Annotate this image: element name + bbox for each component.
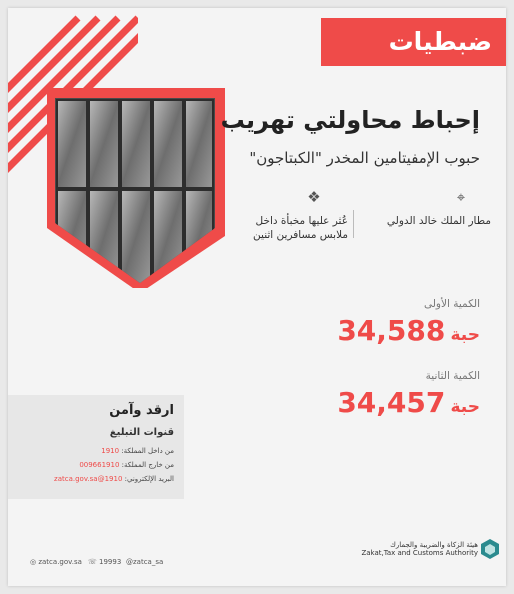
report-title: ارقد وآمن	[109, 403, 174, 418]
report-line-2-value[interactable]: 009661910	[79, 461, 120, 469]
footer-website-text: zatca.gov.sa	[38, 558, 82, 566]
quantity-1	[337, 314, 480, 347]
hidden-line-2: ملابس مسافرين اثنين	[253, 229, 348, 241]
report-line-3-label: البريد الإلكتروني:	[124, 475, 174, 483]
report-line-3-value[interactable]: 1910@zatca.gov.sa	[54, 475, 123, 483]
quantity-2-value: 34,457	[337, 386, 446, 419]
report-line-3	[54, 475, 174, 483]
location-text: مطار الملك خالد الدولي	[386, 215, 491, 227]
quantity-1-unit: حبة	[450, 325, 480, 345]
footer-phone-text: 19993	[99, 558, 122, 566]
org-name-ar: هيئة الزكاة والضريبة والجمارك	[390, 541, 478, 549]
footer-handle[interactable]	[126, 558, 163, 566]
footer-handle-text: @zatca_sa	[126, 558, 164, 566]
location-pin-icon: ⌖	[456, 188, 466, 206]
report-line-1-value[interactable]: 1910	[101, 447, 120, 455]
divider	[353, 210, 354, 238]
quantity-2-unit: حبة	[450, 397, 480, 417]
footer-website[interactable]	[30, 558, 82, 566]
report-box	[8, 395, 184, 499]
footer-phone	[88, 558, 121, 566]
hidden-text	[208, 214, 348, 242]
report-line-1	[101, 447, 174, 455]
quantity-2	[337, 386, 480, 419]
report-line-1-label: من داخل المملكة:	[121, 447, 174, 455]
shield-photo	[25, 78, 225, 288]
report-line-2-label: من خارج المملكة:	[121, 461, 174, 469]
report-line-2	[79, 461, 174, 469]
zatca-logo	[361, 541, 478, 557]
package-icon: ❖	[307, 188, 321, 206]
globe-icon: ◎	[30, 558, 37, 566]
quantity-1-label: الكمية الأولى	[423, 298, 480, 310]
org-name-en: Zakat,Tax and Customs Authority	[361, 549, 478, 557]
quantity-1-value: 34,588	[337, 314, 446, 347]
report-subtitle: قنوات التبليغ	[109, 427, 174, 438]
quantity-2-label: الكمية الثانية	[425, 370, 480, 382]
zatca-emblem-icon	[480, 538, 500, 560]
phone-icon: ☏	[88, 558, 97, 566]
subtitle: حبوب الإمفيتامين المخدر "الكبتاجون"	[249, 149, 480, 167]
section-tag: ضبطيات	[321, 18, 506, 66]
headline: إحباط محاولتي تهريب	[220, 106, 480, 134]
infographic-card	[8, 8, 506, 586]
hidden-line-1: عُثر عليها مخبأة داخل	[255, 215, 348, 227]
